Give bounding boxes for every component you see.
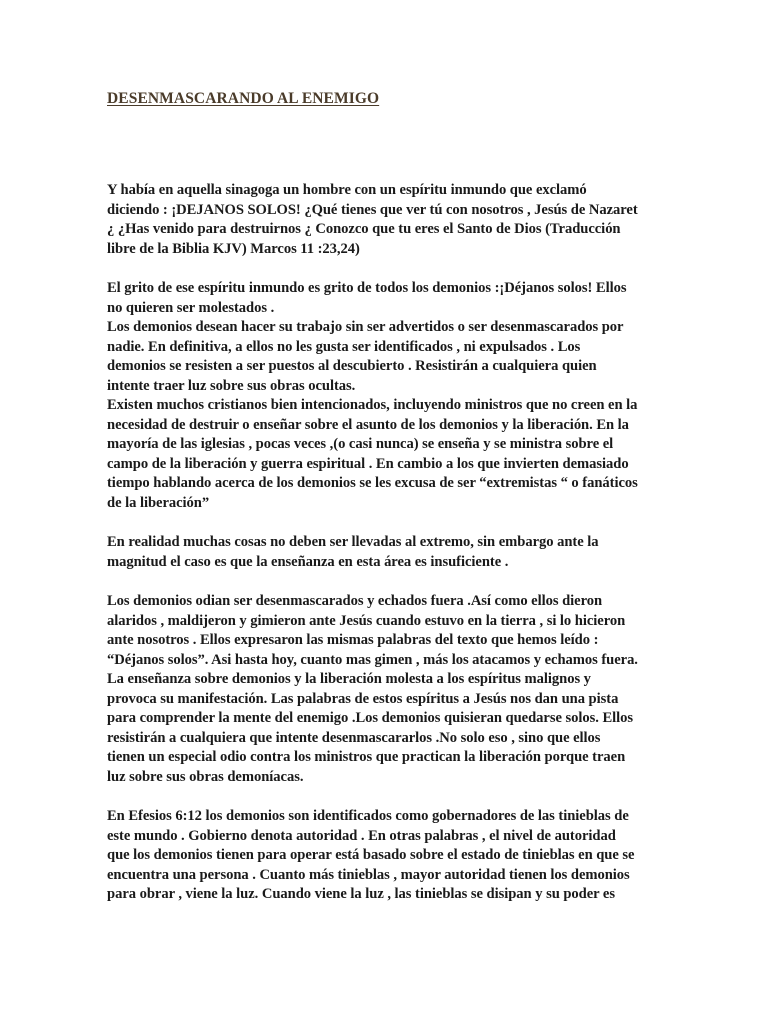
text-line: de la liberación” [107,494,210,511]
text-line: mayoría de las iglesias , pocas veces ,(o casi nunca) se enseña y se ministra sobre el [107,436,614,452]
text-line: para comprender la mente del enemigo .Los demonios quisieran quedarse solos. Ellos [107,710,634,726]
text-line: encuentra una persona . Cuanto más tinieblas , mayor autoridad tienen los demonios [107,866,630,883]
text-line: Los demonios desean hacer su trabajo sin ser advertidos o ser desenmascarados por [107,319,624,335]
text-line: “Déjanos solos”. Asi hasta hoy, cuanto mas gimen , más los atacamos y echamos fuera. [107,651,638,668]
text-line: El grito de ese espíritu inmundo es grito de todos los demonios :¡Déjanos solos! Ellos [107,280,627,296]
text-line: que los demonios tienen para operar está basado sobre el estado de tinieblas en que se [107,847,635,863]
text-line: libre de la Biblia KJV) Marcos 11 :23,24) [107,240,360,257]
text-line: ¿ ¿Has venido para destruirnos ¿ Conozco que tu eres el Santo de Dios (Traducción [107,221,621,237]
paragraph [107,279,667,513]
text-line: Los demonios odian ser desenmascarados y echados fuera .Así como ellos dieron [107,593,603,609]
text-line: Existen muchos cristianos bien intencionados, incluyendo ministros que no creen en la [107,397,638,413]
document-body [107,181,667,925]
text-line: ante nosotros . Ellos expresaron las mismas palabras del texto que hemos leído : [107,632,599,648]
text-line: En realidad muchas cosas no deben ser llevadas al extremo, sin embargo ante la [107,534,599,550]
paragraph [107,592,667,787]
text-line: este mundo . Gobierno denota autoridad . En otras palabras , el nivel de autoridad [107,827,616,844]
document-title: DESENMASCARANDO AL ENEMIGO [107,90,380,107]
text-line: campo de la liberación y guerra espiritual . En cambio a los que invierten demasiado [107,455,629,472]
text-line: alaridos , maldijeron y gimieron ante Jesús cuando estuvo en la tierra , si lo hicieron [107,612,626,629]
text-line: demonios se resisten a ser puestos al descubierto . Resistirán a cualquiera quien [107,358,597,374]
text-line: tiempo hablando acerca de los demonios se les excusa de ser “extremistas “ o fanáticos [107,475,638,491]
paragraph [107,533,667,572]
text-line: resistirán a cualquiera que intente desenmascararlos .No solo eso , sino que ellos [107,729,601,746]
text-line: para obrar , viene la luz. Cuando viene la luz , las tinieblas se disipan y su poder es [107,886,615,902]
text-line: nadie. En definitiva, a ellos no les gusta ser identificados , ni expulsados . Los [107,338,581,355]
text-line: Y había en aquella sinagoga un hombre con un espíritu inmundo que exclamó [107,182,587,198]
text-line: no quieren ser molestados . [107,299,275,316]
text-line: necesidad de destruir o enseñar sobre el asunto de los demonios y la liberación. En la [107,416,629,433]
text-line: luz sobre sus obras demoníacas. [107,768,304,785]
text-line: tienen un especial odio contra los ministros que practican la liberación porque traen [107,749,626,765]
text-line: diciendo : ¡DEJANOS SOLOS! ¿Qué tienes que ver tú con nosotros , Jesús de Nazaret [107,201,638,218]
text-line: magnitud el caso es que la enseñanza en esta área es insuficiente . [107,553,509,570]
paragraph [107,181,667,259]
text-line: La enseñanza sobre demonios y la liberación molesta a los espíritus malignos y [107,671,591,687]
paragraph [107,807,667,905]
text-line: intente traer luz sobre sus obras ocultas. [107,377,356,394]
text-line: En Efesios 6:12 los demonios son identificados como gobernadores de las tinieblas de [107,808,629,824]
text-line: provoca su manifestación. Las palabras de estos espíritus a Jesús nos dan una pista [107,690,619,707]
